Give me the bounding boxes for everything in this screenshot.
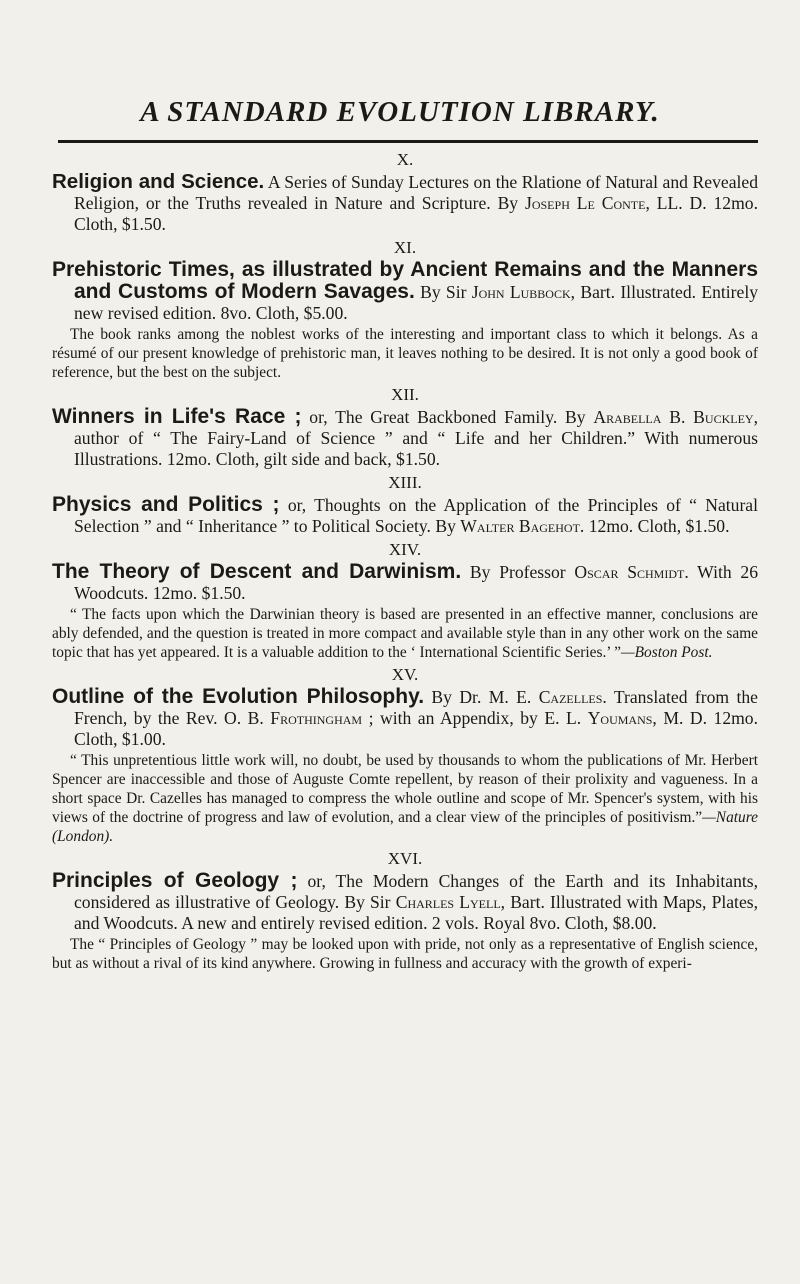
entry-numeral: XVI. [387, 849, 423, 868]
entry-title: Religion and Science. [52, 170, 265, 193]
entry-numeral: XIV. [388, 540, 422, 559]
review-quote [52, 605, 758, 662]
entry-title: The Theory of Descent and Darwinism. [52, 560, 462, 583]
review-quote: The book ranks among the noblest works of the interesting and important class to which it belongs. As a résumé of our present knowledge of prehistoric man, it leaves nothing to be desired. It is not only a good book of reference, but the best on the subject. [52, 326, 758, 381]
entry-text: A Series of Sunday Lectures on the Rlatione of Natural and Revealed Religion, or the Truths revealed in Nature and Scripture. By [74, 172, 758, 213]
entry-text: or, The Modern Changes of the Earth and its Inhabitants, considered as illustrative of Geology. By Sir [74, 871, 758, 912]
entry-title: Winners in Life's Race ; [52, 405, 302, 428]
author-name: John Lubbock [471, 282, 571, 302]
editor-name: Youmans [587, 708, 653, 728]
catalogue-entry [52, 870, 758, 934]
entry-title: Physics and Politics ; [52, 493, 280, 516]
catalogue-entry [52, 494, 758, 537]
quote-source: —Nature (London). [52, 809, 758, 845]
catalogue-entry [52, 561, 758, 604]
running-head: A STANDARD EVOLUTION LIBRARY. [140, 96, 660, 128]
quote-source: —Boston Post. [620, 644, 713, 661]
author-name: Joseph Le Conte [525, 193, 646, 213]
author-name: Charles Lyell [395, 892, 501, 912]
header-rule [58, 140, 758, 143]
catalogue-entry [52, 686, 758, 750]
author-name: Arabella B. Buckley [593, 407, 754, 427]
entry-text: By Dr. M. E. [424, 687, 539, 707]
entry-text: . 12mo. Cloth, $1.50. [579, 516, 730, 536]
entry-title: Outline of the Evolution Philosophy. [52, 685, 425, 708]
entry-text: By Sir [414, 282, 472, 302]
catalogue-entry [52, 171, 758, 235]
quote-text: “ This unpretentious little work will, no doubt, be used by thousands to whom the publications of Mr. Herbert Spencer are inaccessible and those of Auguste Comte repellent, by reason of their prolixity and vagueness. In a short space Dr. Cazelles has managed to compress the whole outline and scope of Mr. Spencer's system, with his views of the doctrine of progress and law of evolution, and a clear view of the principles of positivism.” [52, 752, 758, 826]
entry-text: ; with an Appendix, by E. L. [362, 708, 588, 728]
author-name: Cazelles [538, 687, 603, 707]
entry-text: . With 26 Woodcuts. 12mo. $1.50. [74, 562, 758, 603]
quote-text: “ The facts upon which the Darwinian theory is based are presented in an effective manner, conclusions are ably defended, and the question is treated in more compact and available style than in any other work on the same topic that has yet appeared. It is a valuable addition to the ‘ International Scientific Series.’ ” [52, 606, 758, 661]
entry-text: By Professor [461, 562, 575, 582]
entry-text: or, Thoughts on the Application of the Principles of “ Natural Selection ” and “ Inheritance ” to Political Society. By [74, 495, 759, 536]
catalogue-entry [52, 259, 758, 324]
translator-name: Frothingham [270, 708, 363, 728]
entry-numeral: X. [396, 150, 414, 169]
entry-numeral: XII. [391, 385, 419, 404]
entry-text: or, The Great Backboned Family. By [301, 407, 594, 427]
entry-text: , M. D. 12mo. Cloth, $1.00. [74, 708, 758, 749]
entry-text: , Bart. Illustrated. Entirely new revised edition. 8vo. Cloth, $5.00. [74, 282, 759, 323]
entry-text: , Bart. Illustrated with Maps, Plates, and Woodcuts. A new and entirely revised edition. 2 vols. Royal 8vo. Cloth, $8.00. [74, 892, 758, 933]
review-quote [52, 751, 758, 846]
entry-numeral: XIII. [388, 473, 422, 492]
entry-title: Prehistoric Times, as illustrated by Ancient Remains and the Manners and Customs of Modern Savages. [52, 258, 758, 303]
catalogue-list [52, 147, 758, 973]
catalogue-entry [52, 406, 758, 470]
entry-text: , author of “ The Fairy-Land of Science ” and “ Life and her Children.” With numerous Illustrations. 12mo. Cloth, gilt side and back, $1.50. [74, 407, 758, 469]
author-name: Oscar Schmidt [574, 562, 685, 582]
entry-numeral: XV. [391, 665, 419, 684]
entry-text: , LL. D. 12mo. Cloth, $1.50. [74, 193, 758, 234]
author-name: Walter Bagehot [460, 516, 580, 536]
entry-text: . Translated from the French, by the Rev. O. B. [74, 687, 758, 728]
entry-numeral: XI. [393, 238, 417, 257]
entry-title: Principles of Geology ; [52, 869, 298, 892]
review-quote: The “ Principles of Geology ” may be looked upon with pride, not only as a representative of English science, but as without a rival of its kind anywhere. Growing in fullness and accuracy with the growth of experi- [52, 936, 758, 972]
